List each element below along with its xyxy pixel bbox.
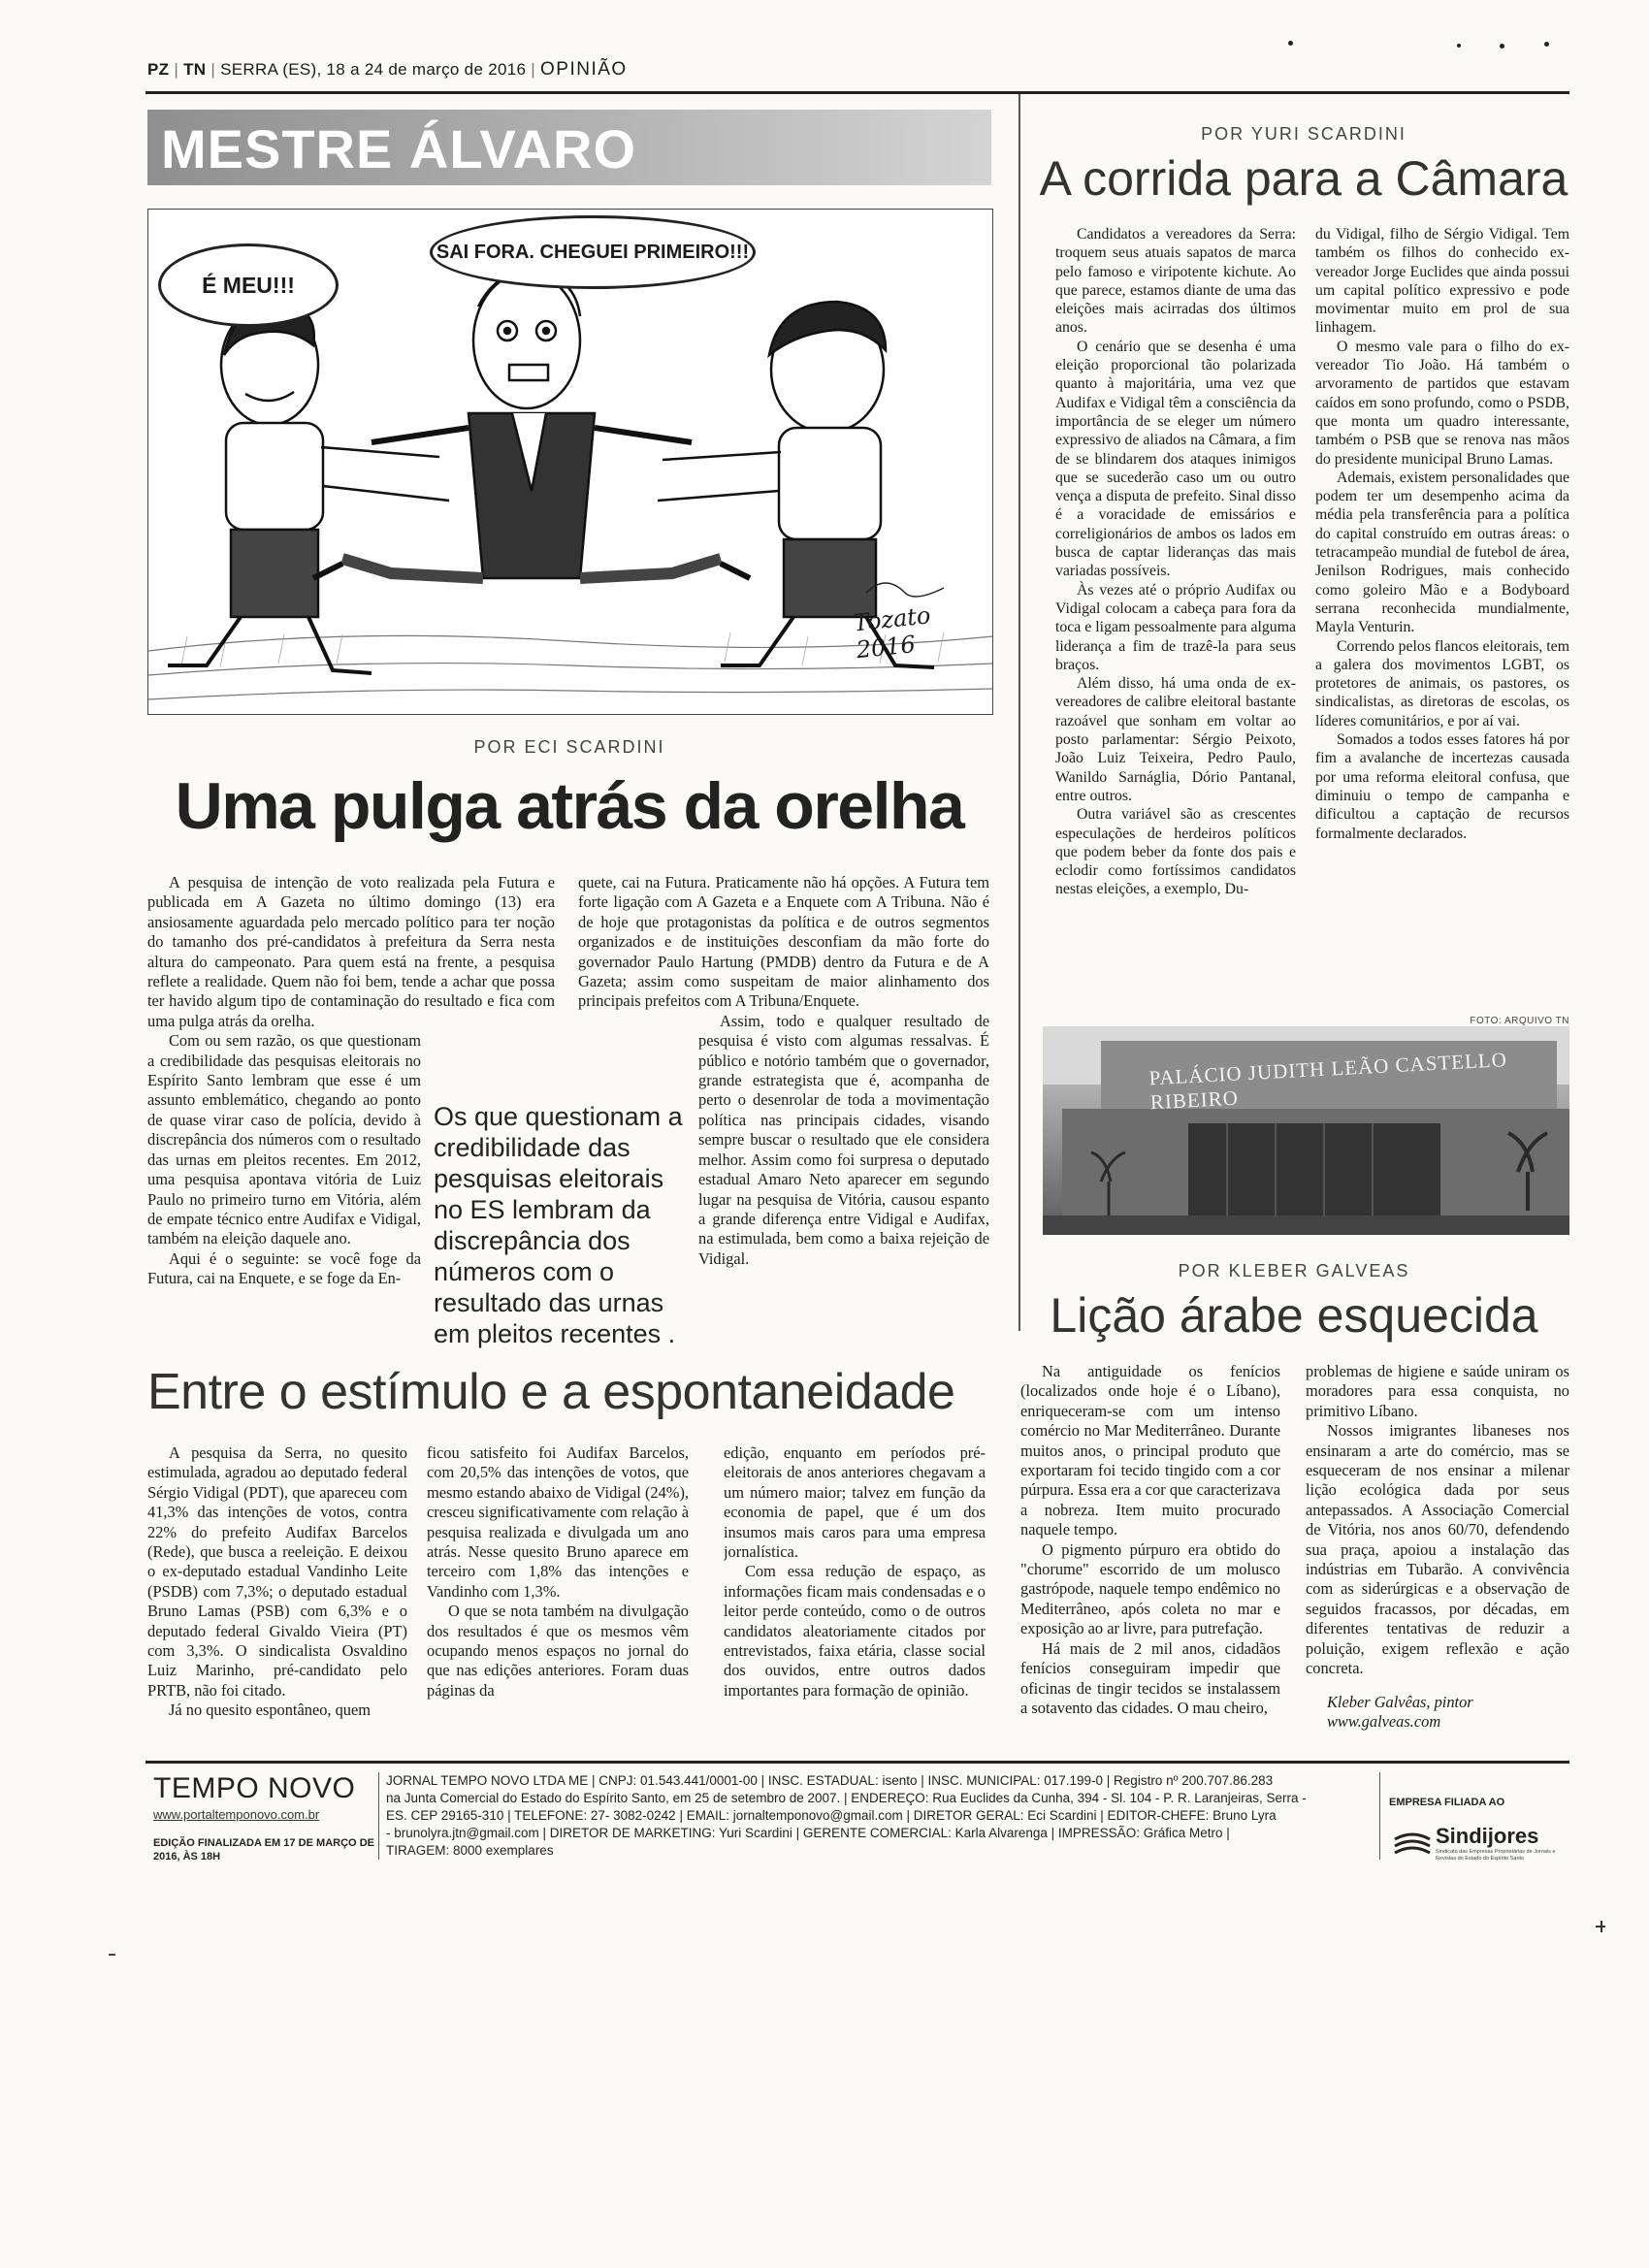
print-speck [1544, 42, 1549, 47]
headline-camara: A corrida para a Câmara [1039, 151, 1568, 206]
article-camara-col1 [1055, 225, 1296, 1001]
masthead-block [386, 1772, 1374, 1860]
paragraph: O cenário que se desenha é uma eleição proporcional tão polarizada quanto à majoritária, uma vez que Audifax e Vidigal têm a consciência da importância de se eleger um número expressivo de aliados na Câmara, a fim de se blindarem dos ataques inimigos que se sucederão caso um ou outro vença a disputa de prefeito. Sinal disso é a voracidade de emissários e correligionários de ambos os lados em busca de captar lideranças das mais variadas possíveis. [1055, 338, 1296, 580]
paragraph: O pigmento púrpuro era obtido do "chorume" escorrido de um molusco gastrópode, naquele tempo endêmico no Mediterrâneo, após coleta no mar e exposição ao ar livre, para putrefação. [1020, 1539, 1280, 1638]
section-name: OPINIÃO [540, 59, 628, 80]
print-mark [109, 1954, 115, 1956]
masthead-line: ES. CEP 29165-310 | TELEFONE: 27- 3082-0242 | EMAIL: jornaltemponovo@gmail.com | DIRETOR GERAL: Eci Scardini | EDITOR-CHEFE: Bruno Lyra [386, 1808, 1277, 1823]
byline-kleber: POR KLEBER GALVEAS [1178, 1261, 1410, 1280]
place-date: SERRA (ES), 18 a 24 de março de 2016 [220, 60, 527, 79]
paragraph: A pesquisa da Serra, no quesito estimulada, agradou ao deputado federal Sérgio Vidigal (PDT), que apareceu com 41,3% das intenções de votos, contra 22% do prefeito Audifax Barcelos (Rede), que busca a reeleição. E deixou o ex-deputado estadual Vandinho Leite (PSDB) com 7,3%; o deputado estadual Bruno Lamas (PSB) com 6,3% e o deputado federal Givaldo Vieira (PT) com 3,3%. O sindicalista Osvaldino Luiz Marinho, pré-candidato pelo PRTB, não foi citado. [147, 1443, 407, 1700]
paragraph: Além disso, há uma onda de ex-vereadores de calibre eleitoral bastante razoável que sonham em voltar ao posto parlamentar: Sérgio Peixoto, João Luiz Teixeira, Pedro Paulo, Wanildo Sarnáglia, Dório Pantanal, entre outros. [1055, 675, 1296, 804]
left-figure [168, 304, 449, 673]
photo-credit: FOTO: ARQUIVO TN [1470, 1016, 1569, 1026]
paragraph: Há mais de 2 mil anos, cidadãos fenícios conseguiram impedir que oficinas de tingir tecidos se instalassem a sotavento das cidades. O mau cheiro, [1020, 1638, 1280, 1717]
paragraph: Somados a todos esses fatores há por fim a avalanche de incertezas causada por uma reforma eleitoral confusa, que diminuiu o tempo de campanha e dificultou a captação de recursos formalmente declarados. [1315, 731, 1569, 842]
masthead-line: JORNAL TEMPO NOVO LTDA ME | CNPJ: 01.543.441/0001-00 | INSC. ESTADUAL: isento | INSC. MUNICIPAL: 017.199-0 | Registro nº 200.707.86.283 [386, 1773, 1274, 1788]
affiliation-sub: Sindicato das Empresas Proprietárias de Jornais e Revistas do Estado do Espírito Santo [1436, 1849, 1556, 1862]
masthead-line: TIRAGEM: 8000 exemplares [386, 1843, 554, 1858]
article-estimulo-col2 [427, 1443, 689, 1749]
paragraph: quete, cai na Futura. Praticamente não há opções. A Futura tem forte ligação com A Gazeta e a Enquete com A Tribuna. Não é de hoje que protagonistas da política e de outros segmentos organizados e de instituições desconfiam da mão forte do governador Paulo Hartung (PMDB) dentro da Futura e de A Gazeta; assim como suspeitam de maior alinhamento dos principais prefeitos com A Tribuna/Enquete. [578, 873, 989, 1011]
affiliation-label: EMPRESA FILIADA AO [1389, 1797, 1505, 1808]
paragraph: Com ou sem razão, os que questionam a credibilidade das pesquisas eleitorais no Espírito Santo lembram que esse é um assunto emblemático, chegando ao ponto de quase virar caso de polícia, devido à discrepância dos números com o resultado das urnas em pleitos recentes. Em 2012, uma pesquisa apontava vitória de Luiz Paulo no primeiro turno em Vitória, além de empate técnico entre Audifax e Vidigal, também na eleição daquele ano. [147, 1031, 421, 1248]
cartoon-signature: Tozato 2016 [852, 601, 932, 664]
print-speck [1288, 41, 1293, 46]
masthead-line: - brunolyra.jtn@gmail.com | DIRETOR DE MARKETING: Yuri Scardini | GERENTE COMERCIAL: Karla Alvarenga | IMPRESSÃO: Gráfica Metro | [386, 1826, 1230, 1840]
paragraph: Às vezes até o próprio Audifax ou Vidigal colocam a cabeça para fora da toca e ligam pessoalmente para alguma liderança a fim de trazê-la para seus braços. [1055, 581, 1296, 673]
page-number: PZ [147, 60, 170, 79]
headline-licao: Lição árabe esquecida [1050, 1288, 1538, 1343]
paragraph: ficou satisfeito foi Audifax Barcelos, com 20,5% das intenções de votos, que mesmo estando abaixo de Vidigal (24%), cresceu significativamente com relação à pesquisa realizada e divulgada um ano atrás. Nesse quesito Bruno aparece em terceiro com 1,8% das intenções e Vandinho com 1,3%. [427, 1443, 689, 1601]
signoff-name: Kleber Galvêas, pintor [1327, 1692, 1473, 1711]
paragraph: O que se nota também na divulgação dos resultados é que os mesmos vêm ocupando menos espaços no jornal do que nas edições anteriores. Foram duas páginas da [427, 1602, 689, 1700]
paragraph: A pesquisa de intenção de voto realizada pela Futura e publicada em A Gazeta no último domingo (13) era ansiosamente aguardada pelo mercado político para ter noção do tamanho dos pré-candidatos à prefeitura da Serra nesta altura do campeonato. Para quem está na frente, a pesquisa reflete a realidade. Quem não foi bem, tende a achar que possa ter havido algum tipo de contaminação do resultado e fica com uma pulga atrás da orelha. [147, 873, 555, 1030]
article-camara-col2 [1315, 225, 1569, 1001]
paragraph: edição, enquanto em períodos pré-eleitorais de anos anteriores chegavam a um número maior; talvez em função da economia de papel, que é um dos insumos mais caros para uma empresa jornalística. [724, 1443, 986, 1562]
header-rule [146, 91, 1569, 94]
photo-palacio [1043, 1026, 1569, 1235]
paragraph: Aqui é o seguinte: se você foge da Futura, cai na Enquete, e se foge da En- [147, 1248, 421, 1288]
paragraph: Com essa redução de espaço, as informações ficam mais condensadas e o leitor perde conteúdo, como o de outros candidatos aleatoriamente citados por entrevistados, faixa etária, classe social dos ouvidos, entre outros dados importantes para formação de opinião. [724, 1562, 986, 1700]
paragraph: O mesmo vale para o filho do ex-vereador Tio João. Há também o arvoramento de partidos que estavam caídos em sono profundo, como o PSDB, que monta um quadro interessante, também o PSB que se renova nas mãos do presidente municipal Bruno Lamas. [1315, 338, 1569, 468]
article-licao-col1 [1020, 1362, 1280, 1750]
print-speck [1500, 44, 1504, 49]
headline-pulga: Uma pulga atrás da orelha [175, 769, 964, 843]
paragraph: Assim, todo e qualquer resultado de pesquisa é visto com algumas ressalvas. É público e notório também que o governador, grande estrategista que é, acompanha de perto o desenrolar de toda a movimentação política nas principais cidades, visando sempre buscar o resultado que ele considera melhor. Assim como foi surpresa o deputado estadual Amaro Neto aparecer em segundo lugar na pesquisa de Vitória, causou espanto a grande diferença entre Vidigal e Audifax, na estimulada, bem como a baixa rejeição de Vidigal. [698, 1011, 989, 1268]
print-mark [1600, 1921, 1602, 1932]
article-estimulo-col3 [724, 1443, 986, 1749]
masthead-line: na Junta Comercial do Estado do Espírito Santo, em 25 de setembro de 2007. | ENDEREÇO: Rua Euclides da Cunha, 394 - Sl. 104 - P. R. Laranjeiras, Serra - [386, 1791, 1307, 1805]
paper-code: TN [183, 60, 207, 79]
headline-estimulo: Entre o estímulo e a espontaneidade [147, 1364, 955, 1420]
cartoon-section-title: MESTRE ÁLVARO [161, 118, 637, 179]
speech-bubble-left: É MEU!!! [158, 243, 339, 327]
byline-yuri: POR YURI SCARDINI [1201, 124, 1406, 144]
byline-eci: POR ECI SCARDINI [473, 737, 665, 757]
cartoon-title-bar [147, 110, 991, 185]
paragraph: du Vidigal, filho de Sérgio Vidigal. Tem também os filhos do conhecido ex-vereador Jorge Euclides que ainda possui um capital político expressivo e pode movimentar muito em prol de sua linhagem. [1315, 226, 1569, 337]
edition-note: EDIÇÃO FINALIZADA EM 17 DE MARÇO DE 2016, ÀS 18H [153, 1837, 374, 1863]
paragraph: Outra variável são as crescentes especulações de herdeiros políticos que podem beber da fonte dos pais e eclodir como fortíssimos candidatos nestas eleições, a exemplo, Du- [1055, 806, 1296, 898]
column-divider [1018, 94, 1020, 1331]
paragraph: Nossos imigrantes libaneses nos ensinaram a arte do comércio, mas se esqueceram de nos ensinar a milenar lição ecológica dada por seus antepassados. A Associação Comercial de Vitória, nos anos 60/70, defendendo sua praça, apoiou a instalação das indústrias em Tubarão. A convivência com as siderúrgicas e a observação de seguidos fracassos, por décadas, em diferentes tentativas de reduzir a poluição, exigem reflexão e ação concreta. [1306, 1421, 1569, 1678]
paragraph: Ademais, existem personalidades que podem ter um desempenho acima da média pela transferência para a política do capital construído em outras áreas: o tetracampeão mundial de futebol de área, Jenilson Rodrigues, mais conhecido como goleiro Mão e a Bodyboard serrana reconhecida mundialmente, Mayla Venturin. [1315, 469, 1569, 636]
footer-divider [378, 1772, 379, 1860]
footer-brand: TEMPO NOVO [153, 1772, 356, 1804]
affiliation-name: Sindijores [1436, 1824, 1539, 1848]
paragraph: Correndo pelos flancos eleitorais, tem a galera dos movimentos LGBT, os protetores de animais, os pastores, os sindicalistas, as diretoras de escolas, os líderes comunitários, e por aí vai. [1315, 637, 1569, 729]
sindijores-logo-icon [1393, 1830, 1432, 1859]
footer-website[interactable]: www.portaltemponovo.com.br [153, 1807, 320, 1822]
footer-rule [146, 1761, 1569, 1764]
paragraph: problemas de higiene e saúde uniram os moradores para essa conquista, no primitivo Líbano. [1306, 1362, 1569, 1420]
page-header: PZ | TN | SERRA (ES), 18 a 24 de março de 2016 | OPINIÃO [147, 59, 628, 80]
cartoon-panel [147, 209, 993, 715]
paragraph: Candidatos a vereadores da Serra: troquem seus atuais sapatos de marca pelo famoso e viripotente kichute. Ao que parece, estamos diante de uma das eleições mais acirradas dos últimos anos. [1055, 226, 1296, 337]
paragraph: Na antiguidade os fenícios (localizados onde hoje é o Líbano), enriqueceram-se com um intenso comércio no Mar Mediterrâneo. Durante muitos anos, o principal produto que exportaram foi tecido tingido com a cor púrpura. Essa era a cor que caracterizava a nobreza. Item muito procurado naquele tempo. [1020, 1362, 1280, 1539]
print-speck [1457, 44, 1461, 48]
paragraph: Já no quesito espontâneo, quem [169, 1701, 372, 1720]
footer-divider [1379, 1772, 1380, 1860]
speech-bubble-center: SAI FORA. CHEGUEI PRIMEIRO!!! [430, 215, 756, 289]
article-licao-col2 [1306, 1362, 1569, 1750]
center-figure [313, 272, 750, 578]
facade-text: PALÁCIO JUDITH LEÃO CASTELLO RIBEIRO [1148, 1048, 1508, 1115]
article-estimulo-col1 [147, 1443, 407, 1749]
pull-quote: Os que questionam a credibilidade das pesquisas eleitorais no ES lembram da discrepância dos números com o resultado das urnas em pleitos recentes . [434, 1101, 694, 1349]
signoff-site: www.galveas.com [1327, 1711, 1441, 1731]
